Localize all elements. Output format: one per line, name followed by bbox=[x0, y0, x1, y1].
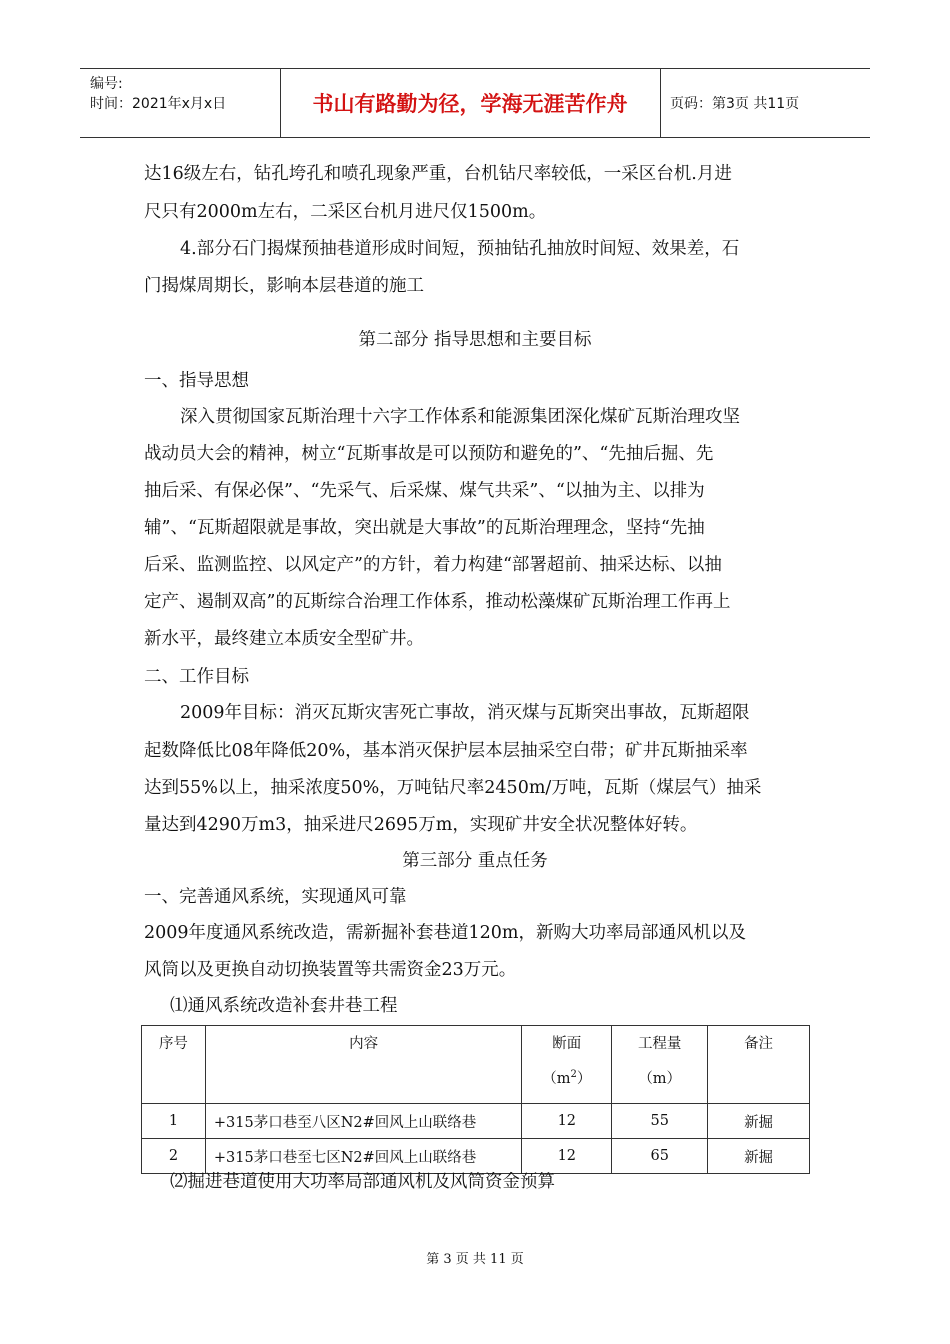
paragraph-line: 抽后采、有保必保”、“先采气、后采煤、煤气共采”、“以抽为主、以排为 bbox=[144, 481, 705, 501]
page-header bbox=[80, 68, 870, 138]
paragraph-line: 达到55%以上，抽采浓度50%，万吨钻尺率2450m/万吨，瓦斯（煤层气）抽采 bbox=[144, 778, 762, 798]
section-title: 一、完善通风系统，实现通风可靠 bbox=[144, 887, 407, 907]
cell-quantity: 55 bbox=[612, 1104, 708, 1139]
cell-content: +315茅口巷至八区N2#回风上山联络巷 bbox=[205, 1104, 521, 1139]
paragraph-line: 风筒以及更换自动切换装置等共需资金23万元。 bbox=[144, 960, 517, 980]
table-caption: ⑵掘进巷道使用大功率局部通风机及风筒资金预算 bbox=[170, 1172, 555, 1192]
paragraph-line: 达16级左右，钻孔垮孔和喷孔现象严重，台机钻尺率较低，一采区台机.月进 bbox=[144, 164, 732, 184]
header-page-info: 页码：第3页 共11页 bbox=[670, 96, 800, 112]
header-quantity-unit: （m） bbox=[638, 1071, 682, 1087]
paragraph-line: 定产、遏制双高”的瓦斯综合治理工作体系，推动松藻煤矿瓦斯治理工作再上 bbox=[144, 592, 731, 612]
cell-section: 12 bbox=[522, 1104, 612, 1139]
paragraph-line: 深入贯彻国家瓦斯治理十六字工作体系和能源集团深化煤矿瓦斯治理攻坚 bbox=[180, 407, 740, 427]
paragraph-line: 2009年目标：消灭瓦斯灾害死亡事故，消灭煤与瓦斯突出事故，瓦斯超限 bbox=[180, 703, 750, 723]
paragraph-line: 尺只有2000m左右，二采区台机月进尺仅1500m。 bbox=[144, 202, 547, 222]
cell-remark: 新掘 bbox=[708, 1104, 810, 1139]
paragraph-line: 战动员大会的精神，树立“瓦斯事故是可以预防和避免的”、“先抽后掘、先 bbox=[144, 444, 714, 464]
section-title: 二、工作目标 bbox=[144, 667, 249, 687]
paragraph-line: 4.部分石门揭煤预抽巷道形成时间短，预抽钻孔抽放时间短、效果差，石 bbox=[180, 239, 740, 259]
header-section-label: 断面 bbox=[552, 1036, 582, 1052]
time-label: 时间：2021年x月x日 bbox=[90, 96, 227, 112]
header-quantity-label: 工程量 bbox=[637, 1036, 682, 1052]
paragraph-line: 后采、监测监控、以风定产”的方针，着力构建“部署超前、抽采达标、以抽 bbox=[144, 555, 722, 575]
paragraph-line: 量达到4290万m3，抽采进尺2695万m，实现矿井安全状况整体好转。 bbox=[144, 815, 698, 835]
header-content: 内容 bbox=[205, 1026, 521, 1104]
cell-content: +315茅口巷至七区N2#回风上山联络巷 bbox=[205, 1139, 521, 1174]
cell-no: 2 bbox=[142, 1139, 206, 1174]
page-footer: 第 3 页 共 11 页 bbox=[426, 1252, 524, 1267]
paragraph-line: 辅”、“瓦斯超限就是事故，突出就是大事故”的瓦斯治理理念，坚持“先抽 bbox=[144, 518, 705, 538]
header-section-unit: $(m^2)$ bbox=[542, 1069, 592, 1087]
engineering-table bbox=[141, 1025, 810, 1174]
cell-section: 12 bbox=[522, 1139, 612, 1174]
motto-text: 书山有路勤为径，学海无涯苦作舟 bbox=[312, 92, 628, 116]
cell-quantity: 65 bbox=[612, 1139, 708, 1174]
cell-remark: 新掘 bbox=[708, 1139, 810, 1174]
section-title: 一、指导思想 bbox=[144, 371, 249, 391]
header-motto bbox=[280, 69, 661, 137]
part-three-title: 第三部分 重点任务 bbox=[402, 851, 548, 871]
table-row bbox=[142, 1104, 810, 1139]
header-meta bbox=[80, 69, 281, 137]
paragraph-line: 门揭煤周期长，影响本层巷道的施工 bbox=[144, 276, 424, 296]
header-quantity bbox=[612, 1026, 708, 1104]
cell-no: 1 bbox=[142, 1104, 206, 1139]
serial-label: 编号: bbox=[90, 76, 123, 92]
paragraph-line: 新水平，最终建立本质安全型矿井。 bbox=[144, 629, 424, 649]
part-two-title: 第二部分 指导思想和主要目标 bbox=[358, 330, 592, 350]
table-caption: ⑴通风系统改造补套井巷工程 bbox=[170, 996, 398, 1016]
header-section bbox=[522, 1026, 612, 1104]
paragraph-line: 起数降低比08年降低20%，基本消灭保护层本层抽采空白带；矿井瓦斯抽采率 bbox=[144, 741, 748, 761]
header-remark: 备注 bbox=[708, 1026, 810, 1104]
header-no: 序号 bbox=[142, 1026, 206, 1104]
paragraph-line: 2009年度通风系统改造，需新掘补套巷道120m，新购大功率局部通风机以及 bbox=[144, 923, 747, 943]
table-header-row bbox=[142, 1026, 810, 1104]
